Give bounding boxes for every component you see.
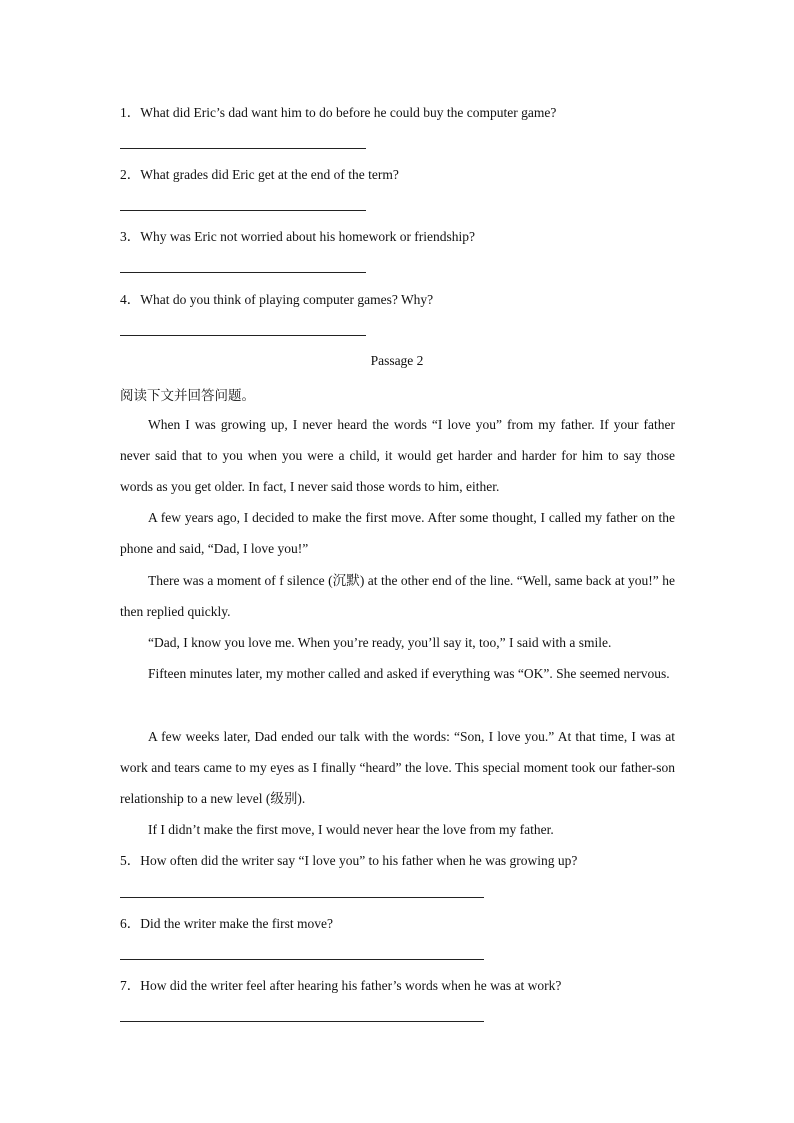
passage-paragraph-2: A few years ago, I decided to make the first move. After some thought, I called my father on the phone and said, “Dad, I love you!” xyxy=(120,510,675,556)
question-number: 4． xyxy=(120,292,141,307)
answer-line-5[interactable] xyxy=(120,897,484,898)
answer-line-7[interactable] xyxy=(120,1021,484,1022)
question-6 xyxy=(120,915,333,933)
question-1 xyxy=(120,104,556,122)
question-text: Why was Eric not worried about his homework or friendship? xyxy=(140,229,476,244)
question-number: 3． xyxy=(120,229,141,244)
passage-paragraph-3: There was a moment of f silence (沉默) at the other end of the line. “Well, same back at you!” he then replied quickly. xyxy=(120,573,675,619)
passage-paragraph-5: Fifteen minutes later, my mother called and asked if everything was “OK”. She seemed nervous. xyxy=(148,666,670,681)
answer-line-2[interactable] xyxy=(120,210,366,211)
question-text: What did Eric’s dad want him to do before he could buy the computer game? xyxy=(140,105,557,120)
passage-paragraph-1: When I was growing up, I never heard the words “I love you” from my father. If your father never said that to you when you were a child, it would get harder and harder for him to say those words as you get older. In fact, I never said those words to him, either. xyxy=(120,417,675,494)
answer-line-1[interactable] xyxy=(120,148,366,149)
question-text: What grades did Eric get at the end of the term? xyxy=(140,167,399,182)
answer-line-4[interactable] xyxy=(120,335,366,336)
passage-paragraph-4: “Dad, I know you love me. When you’re ready, you’ll say it, too,” I said with a smile. xyxy=(148,635,612,650)
answer-line-3[interactable] xyxy=(120,272,366,273)
passage-paragraph-6: A few weeks later, Dad ended our talk with the words: “Son, I love you.” At that time, I was at work and tears came to my eyes as I finally “heard” the love. This special moment took our father-son relationship to a new level (级别). xyxy=(120,729,675,806)
question-2 xyxy=(120,166,399,184)
question-5 xyxy=(120,852,577,870)
question-text: Did the writer make the first move? xyxy=(140,916,333,931)
question-3 xyxy=(120,228,475,246)
answer-line-6[interactable] xyxy=(120,959,484,960)
question-4 xyxy=(120,291,433,309)
question-7 xyxy=(120,977,561,995)
question-number: 6． xyxy=(120,916,141,931)
question-number: 5． xyxy=(120,853,141,868)
question-number: 2． xyxy=(120,167,141,182)
passage-instruction: 阅读下文并回答问题。 xyxy=(120,388,255,404)
passage-title: Passage 2 xyxy=(370,353,424,368)
question-number: 1． xyxy=(120,105,141,120)
question-text: What do you think of playing computer games? Why? xyxy=(140,292,434,307)
passage-paragraph-7: If I didn’t make the first move, I would never hear the love from my father. xyxy=(148,822,554,837)
question-text: How did the writer feel after hearing his father’s words when he was at work? xyxy=(140,978,562,993)
question-number: 7． xyxy=(120,978,141,993)
question-text: How often did the writer say “I love you” to his father when he was growing up? xyxy=(140,853,578,868)
